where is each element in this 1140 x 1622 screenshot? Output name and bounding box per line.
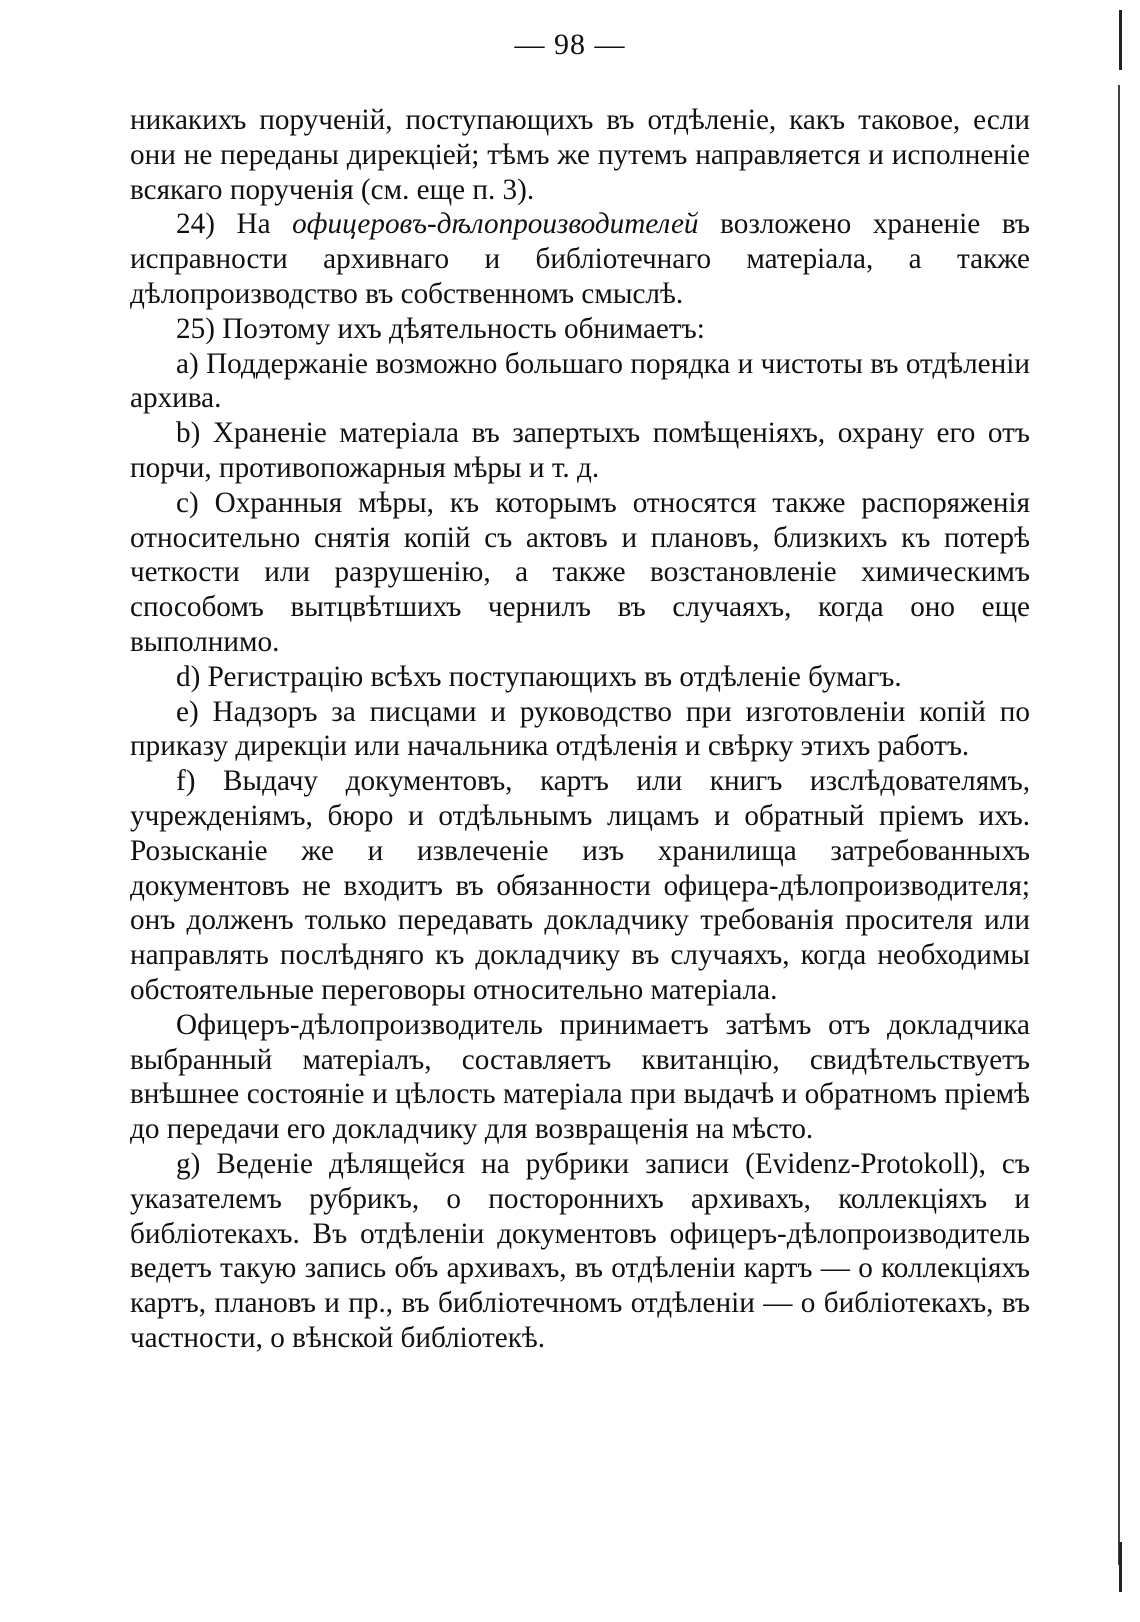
list-item-g: g) Веденіе дѣлящейся на рубрики записи (Evidenz-Protokoll), съ указателемъ рубрикъ, о постороннихъ архивахъ, коллекціяхъ и библіотекахъ. Въ отдѣленіи документовъ офицеръ-дѣлопроизводитель ведетъ такую запись объ архивахъ, въ отдѣленіи картъ — о коллекціяхъ картъ, плановъ и пр., въ библіотечномъ отдѣленіи — о библіотекахъ, въ частности, о вѣнской библіотекѣ. <box>130 1147 1030 1354</box>
list-item-f: f) Выдачу документовъ, картъ или книгъ изслѣдователямъ, учрежденіямъ, бюро и отдѣльнымъ лицамъ и обратный пріемъ ихъ. Розысканіе же и извлеченіе изъ хранилища затребованныхъ документовъ не входитъ въ обязанности офицера-дѣлопроизводителя; онъ долженъ только передавать докладчику требованія просителя или направлять послѣдняго къ докладчику въ случаяхъ, когда необходимы обстоятельные переговоры относительно матеріала. <box>130 765 1030 1006</box>
list-item-c: c) Охранныя мѣры, къ которымъ относятся также распоряженія относительно снятія копій съ актовъ и плановъ, близкихъ къ потерѣ четкости или разрушенію, а также возстановленіе химическимъ способомъ вытцвѣтшихъ чернилъ въ случаяхъ, когда оно еще выполнимо. <box>130 486 1030 658</box>
paragraph-officer: Офицеръ-дѣлопроизводитель принимаетъ затѣмъ отъ докладчика выбранный матеріалъ, составляетъ квитанцію, свидѣтельствуетъ внѣшнее состояніе и цѣлость матеріала при выдачѣ и обратномъ пріемѣ до передачи его докладчику для возвращенія на мѣсто. <box>130 1008 1030 1146</box>
paragraph-24-emphasis: офицеровъ-дѣлопроизводителей <box>292 208 699 241</box>
list-item-d: d) Регистрацію всѣхъ поступающихъ въ отдѣленіе бумагъ. <box>176 660 902 693</box>
list-item-b: b) Храненіе матеріала въ запертыхъ помѣщеніяхъ, охрану его отъ порчи, противопожарныя мѣры и т. д. <box>130 417 1030 484</box>
list-item-e: e) Надзоръ за писцами и руководство при изготовленіи копій по приказу дирекціи или начальника отдѣленія и свѣрку этихъ работъ. <box>130 695 1030 763</box>
scan-edge-line <box>1118 85 1120 1565</box>
paragraph-continuation: никакихъ порученій, поступающихъ въ отдѣленіе, какъ таковое, если они не переданы дирекціей; тѣмъ же путемъ направляется и исполненіе всякаго порученія (см. еще п. 3). <box>130 104 1030 206</box>
list-item-a: а) Поддержаніе возможно большаго порядка и чистоты въ отдѣленіи архива. <box>130 347 1030 415</box>
page-number: — 98 — <box>514 28 626 61</box>
paragraph-24-prefix: 24) На <box>176 208 293 241</box>
paragraph-24-suffix: возложено храненіе въ исправности архивнаго и библіотечнаго матеріала, а также дѣлопроизводство въ собственномъ смыслѣ. <box>130 208 1030 310</box>
paragraph-25: 25) Поэтому ихъ дѣятельность обнимаетъ: <box>176 312 705 345</box>
body-text <box>130 103 1030 1356</box>
scan-edge-mark-bottom <box>1119 1542 1122 1592</box>
paragraph-24 <box>130 207 1030 311</box>
